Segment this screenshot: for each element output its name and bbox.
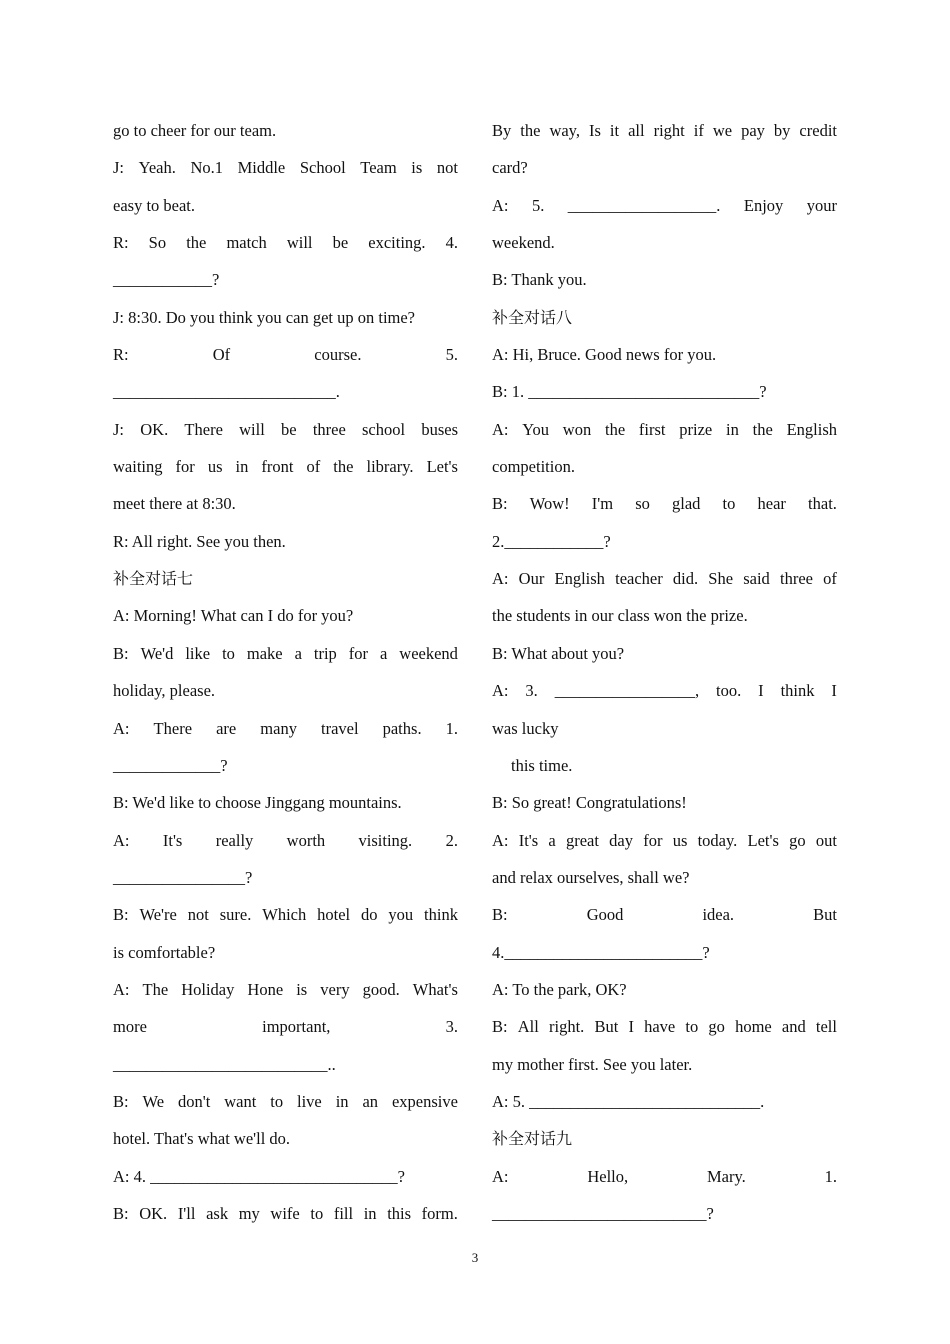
text-line: A: To the park, OK? [492, 979, 627, 999]
word: pay [741, 121, 765, 140]
text-line: B: Thank you. [492, 270, 587, 290]
word: 3. [445, 1017, 458, 1037]
word: and [781, 1017, 806, 1037]
word: we [712, 121, 733, 140]
word: right [653, 121, 685, 140]
word: in [363, 1203, 377, 1223]
text-line: 4.________________________? [492, 942, 710, 962]
word: said [743, 569, 770, 589]
word: We [142, 1091, 165, 1111]
word: will [239, 419, 265, 439]
word: you [388, 905, 414, 925]
word: A: [492, 419, 509, 439]
word: a [294, 643, 302, 663]
word: front [261, 457, 294, 477]
word: today. [697, 830, 738, 850]
text-line: easy to beat. [113, 195, 196, 215]
text-line [113, 336, 458, 373]
word: for [175, 457, 195, 477]
word: OK. [139, 1203, 168, 1223]
word: out [815, 830, 837, 850]
word: exciting. [368, 233, 426, 253]
word: is [296, 979, 308, 999]
word: us [672, 830, 688, 850]
text-line: _____________? [113, 755, 228, 775]
word: There [184, 419, 223, 439]
text-line: B: So great! Congratulations! [492, 793, 687, 813]
section-heading: 补全对话九 [492, 1129, 573, 1149]
word: Let's [747, 830, 779, 850]
word: waiting [113, 457, 163, 477]
word: Our [518, 569, 545, 589]
word: three [312, 419, 346, 439]
word: Is [588, 121, 601, 140]
text-line: meet there at 8:30. [113, 494, 236, 514]
text-line [113, 411, 458, 448]
text-line: hotel. That's what we'll do. [113, 1129, 291, 1149]
word: B: [113, 1203, 129, 1223]
text-line: holiday, please. [113, 681, 216, 701]
word: B: [113, 1091, 129, 1111]
text-line: card? [492, 158, 528, 178]
word: 5. [531, 195, 545, 215]
word: way, [549, 121, 580, 140]
text-line [113, 149, 458, 186]
word: 2. [445, 830, 458, 850]
text-line [113, 1083, 458, 1120]
text-line: J: 8:30. Do you think you can get up on time? [113, 307, 416, 327]
word: It's [162, 830, 183, 850]
text-line: __________________________.. [113, 1054, 336, 1074]
word: think [780, 681, 815, 701]
word: in [235, 457, 249, 477]
word: Of [212, 345, 231, 365]
word: too. [716, 681, 742, 701]
word: wife [270, 1203, 300, 1223]
word: idea. [702, 905, 735, 925]
word: A: [492, 195, 509, 215]
word: not [436, 158, 458, 178]
word: Hone [247, 979, 284, 999]
word: great [565, 830, 599, 850]
word: I'll [177, 1203, 196, 1223]
word: match [226, 233, 267, 253]
text-line: A: 5. ____________________________. [492, 1091, 765, 1111]
word: Middle [237, 158, 286, 178]
text-line: is comfortable? [113, 942, 216, 962]
word: paths. [382, 718, 422, 738]
word: so [635, 494, 650, 514]
text-line: B: What about you? [492, 643, 625, 663]
word: prize [679, 419, 713, 439]
word: teacher [615, 569, 663, 589]
word: is [411, 158, 423, 178]
word: ask [206, 1203, 229, 1223]
word: an [362, 1091, 379, 1111]
word: B: [492, 494, 508, 514]
word: the [333, 457, 354, 477]
word: live [297, 1091, 322, 1111]
text-line: was lucky [492, 718, 559, 738]
text-line [492, 485, 837, 522]
word: worth [286, 830, 326, 850]
word: I [831, 681, 837, 701]
word: the [520, 121, 541, 140]
word: hotel [317, 905, 351, 925]
word: trip [313, 643, 337, 663]
word: English [554, 569, 605, 589]
word: your [806, 195, 837, 215]
text-line: __________________________? [492, 1203, 714, 1223]
word: She [708, 569, 734, 589]
text-line [113, 1195, 458, 1232]
text-line: A: Morning! What can I do for you? [113, 606, 354, 626]
page-number: 3 [471, 1250, 479, 1265]
word: 4. [445, 233, 458, 253]
word: the [752, 419, 773, 439]
word: make [246, 643, 283, 663]
word: Enjoy [743, 195, 784, 215]
word: We'd [140, 643, 174, 663]
word: 3. [525, 681, 538, 701]
word: this [387, 1203, 412, 1223]
text-line: R: All right. See you then. [113, 531, 286, 551]
word: to [685, 1017, 699, 1037]
word: the [186, 233, 207, 253]
text-line [492, 1008, 837, 1045]
word: buses [421, 419, 458, 439]
word: won [562, 419, 592, 439]
word: course. [314, 345, 362, 365]
word: that. [808, 494, 837, 514]
text-line: and relax ourselves, shall we? [492, 867, 690, 887]
word: But [594, 1017, 619, 1037]
word: _________________, [554, 681, 700, 701]
text-line: B: We'd like to choose Jinggang mountains. [113, 793, 402, 813]
text-line [492, 560, 837, 597]
word: good. [362, 979, 400, 999]
word: What's [412, 979, 458, 999]
word: school [362, 419, 406, 439]
word: a [379, 643, 388, 663]
word: It's [518, 830, 539, 850]
text-line [113, 635, 458, 672]
word: 5. [445, 345, 458, 365]
word: B: [113, 905, 129, 925]
text-line: B: 1. ____________________________? [492, 382, 767, 402]
word: So [148, 233, 167, 253]
word: library. [366, 457, 414, 477]
word: All [517, 1017, 539, 1037]
word: Wow! [529, 494, 570, 514]
word: Good [586, 905, 624, 925]
right-column [492, 112, 837, 1232]
word: go [789, 830, 806, 850]
word: very [320, 979, 350, 999]
text-line: the students in our class won the prize. [492, 606, 748, 626]
word: I'm [591, 494, 614, 514]
word: important, [262, 1017, 331, 1037]
word: if [693, 121, 704, 140]
word: visiting. [358, 830, 413, 850]
word: I [758, 681, 764, 701]
word: go [708, 1017, 725, 1037]
text-line [492, 1158, 837, 1195]
word: will [286, 233, 313, 253]
section-heading: 补全对话七 [113, 569, 194, 589]
text-line [492, 672, 837, 709]
text-line [492, 822, 837, 859]
word: right. [549, 1017, 585, 1037]
word: R: [113, 233, 129, 253]
word: to [222, 643, 235, 663]
word: I [628, 1017, 634, 1037]
word: want [224, 1091, 257, 1111]
word: to [310, 1203, 324, 1223]
word: in [726, 419, 739, 439]
text-line [113, 710, 458, 747]
word: A: [113, 718, 130, 738]
word: We're [139, 905, 177, 925]
word: There [153, 718, 193, 738]
word: of [306, 457, 321, 477]
text-line [113, 224, 458, 261]
text-line: A: 4. ______________________________? [113, 1166, 405, 1186]
text-line: ___________________________. [113, 382, 340, 402]
word: tell [815, 1017, 837, 1037]
word: all [628, 121, 645, 140]
word: have [644, 1017, 676, 1037]
word: Which [262, 905, 307, 925]
word: home [735, 1017, 772, 1037]
word: did. [672, 569, 699, 589]
word: 1. [824, 1166, 837, 1186]
word: But [813, 905, 837, 925]
word: OK. [140, 419, 169, 439]
word: form. [421, 1203, 458, 1223]
word: No.1 [190, 158, 224, 178]
word: many [260, 718, 297, 738]
word: Let's [426, 457, 458, 477]
word: A: [113, 979, 130, 999]
word: __________________. [567, 195, 721, 215]
word: do [361, 905, 378, 925]
text-line: my mother first. See you later. [492, 1054, 693, 1074]
word: School [299, 158, 346, 178]
word: first [638, 419, 666, 439]
text-line [113, 448, 458, 485]
text-line [113, 822, 458, 859]
word: be [281, 419, 297, 439]
word: B: [113, 643, 129, 663]
word: are [216, 718, 237, 738]
word: travel [321, 718, 359, 738]
word: B: [492, 1017, 508, 1037]
text-line [492, 112, 837, 149]
text-line: 2.____________? [492, 531, 611, 551]
word: be [332, 233, 349, 253]
word: Hello, [587, 1166, 629, 1186]
section-heading: 补全对话八 [492, 307, 573, 327]
text-line: this time. [511, 755, 573, 775]
word: day [609, 830, 633, 850]
left-column [113, 112, 458, 1232]
word: R: [113, 345, 129, 365]
word: for [643, 830, 663, 850]
word: by [773, 121, 791, 140]
word: glad [672, 494, 701, 514]
word: for [348, 643, 369, 663]
text-line: A: Hi, Bruce. Good news for you. [492, 345, 717, 365]
word: A: [492, 830, 509, 850]
word: By [492, 121, 512, 140]
word: sure. [219, 905, 252, 925]
word: don't [178, 1091, 211, 1111]
word: You [522, 419, 550, 439]
text-line [113, 896, 458, 933]
word: B: [492, 905, 508, 925]
word: to [270, 1091, 284, 1111]
word: of [823, 569, 837, 589]
word: it [609, 121, 620, 140]
word: Yeah. [138, 158, 176, 178]
word: like [185, 643, 211, 663]
word: my [238, 1203, 260, 1223]
word: J: [113, 419, 125, 439]
word: A: [492, 569, 509, 589]
word: to [722, 494, 736, 514]
word: fill [333, 1203, 354, 1223]
text-line: ________________? [113, 867, 253, 887]
word: the [604, 419, 626, 439]
word: The [142, 979, 169, 999]
word: expensive [391, 1091, 458, 1111]
text-line [113, 971, 458, 1008]
word: really [215, 830, 254, 850]
text-line: ____________? [113, 270, 220, 290]
text-line: weekend. [492, 233, 555, 253]
word: a [548, 830, 556, 850]
word: A: [492, 1166, 509, 1186]
word: J: [113, 158, 125, 178]
text-line [113, 1008, 458, 1045]
text-line: go to cheer for our team. [113, 121, 277, 140]
text-line [492, 411, 837, 448]
text-line [492, 896, 837, 933]
word: Team [360, 158, 397, 178]
word: more [113, 1017, 147, 1037]
text-line [492, 187, 837, 224]
word: A: [492, 681, 509, 701]
word: Holiday [181, 979, 235, 999]
word: 1. [445, 718, 458, 738]
word: three [779, 569, 813, 589]
word: think [424, 905, 458, 925]
word: not [187, 905, 209, 925]
word: credit [799, 121, 837, 140]
word: in [335, 1091, 349, 1111]
word: A: [113, 830, 130, 850]
text-line: competition. [492, 457, 575, 477]
word: Mary. [706, 1166, 746, 1186]
word: English [786, 419, 837, 439]
word: us [207, 457, 223, 477]
word: hear [757, 494, 786, 514]
word: weekend [399, 643, 458, 663]
